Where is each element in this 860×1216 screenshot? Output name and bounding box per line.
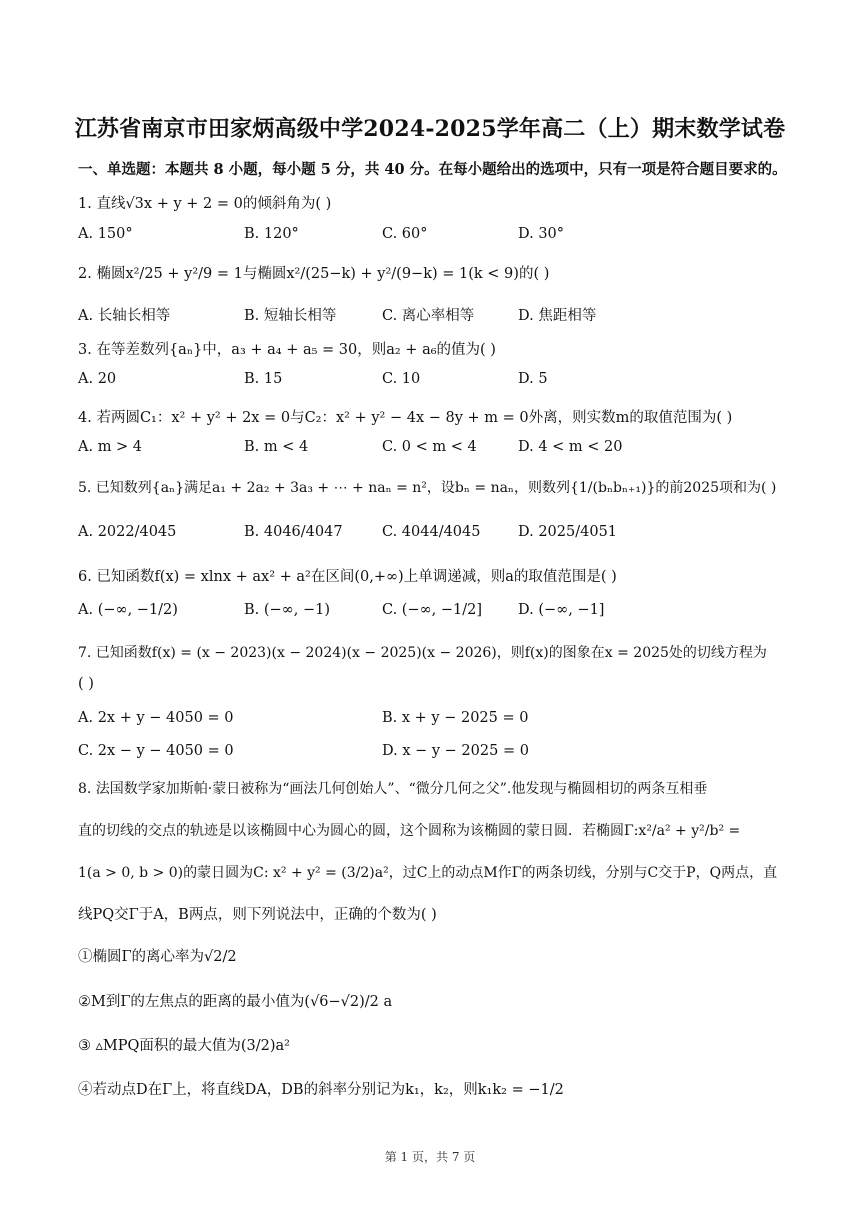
q2-option-a: A. 长轴长相等 bbox=[78, 308, 171, 324]
q3-option-a: A. 20 bbox=[78, 371, 117, 387]
page-title: 江苏省南京市田家炳高级中学2024-2025学年高二（上）期末数学试卷 bbox=[74, 116, 786, 142]
q7-option-a: A. 2x + y − 4050 = 0 bbox=[78, 710, 234, 726]
q5-option-a: A. 2022/4045 bbox=[78, 524, 177, 540]
q6-option-b: B. (−∞, −1) bbox=[244, 602, 331, 618]
q5-option-c: C. 4044/4045 bbox=[382, 524, 481, 540]
q1-option-b: B. 120° bbox=[244, 226, 299, 242]
q8-statement-2: ②M到Γ的左焦点的距离的最小值为(√6−√2)/2 a bbox=[78, 994, 393, 1010]
q4-option-d: D. 4 < m < 20 bbox=[518, 439, 623, 455]
q4-option-a: A. m > 4 bbox=[78, 439, 143, 455]
question-1: 1. 直线√3x + y + 2 = 0的倾斜角为( ) bbox=[78, 196, 332, 212]
q4-option-b: B. m < 4 bbox=[244, 439, 309, 455]
question-8-line-3: 1(a > 0, b > 0)的蒙日圆为C: x² + y² = (3/2)a²，过C上的动点M作Γ的两条切线，分别与C交于P，Q两点，直 bbox=[78, 865, 778, 881]
question-6: 6. 已知函数f(x) = xlnx + ax² + a²在区间(0,+∞)上单调递减，则a的取值范围是( ) bbox=[78, 569, 617, 585]
q6-option-c: C. (−∞, −1/2] bbox=[382, 602, 483, 618]
q8-statement-4: ④若动点D在Γ上，将直线DA，DB的斜率分别记为k₁，k₂，则k₁k₂ = −1/2 bbox=[78, 1082, 564, 1098]
question-8-line-4: 线PQ交Γ于A，B两点，则下列说法中，正确的个数为( ) bbox=[78, 907, 437, 923]
q2-option-c: C. 离心率相等 bbox=[382, 308, 475, 324]
q7-option-c: C. 2x − y − 4050 = 0 bbox=[78, 743, 234, 759]
q3-option-c: C. 10 bbox=[382, 371, 421, 387]
q2-option-d: D. 焦距相等 bbox=[518, 308, 597, 324]
question-7-cont: ( ) bbox=[78, 676, 94, 692]
q2-option-b: B. 短轴长相等 bbox=[244, 308, 337, 324]
question-3: 3. 在等差数列{aₙ}中，a₃ + a₄ + a₅ = 30，则a₂ + a₆的值为( ) bbox=[78, 342, 496, 358]
q5-option-d: D. 2025/4051 bbox=[518, 524, 618, 540]
q1-option-a: A. 150° bbox=[78, 226, 133, 242]
page-footer: 第 1 页，共 7 页 bbox=[384, 1150, 476, 1164]
question-8-line-2: 直的切线的交点的轨迹是以该椭圆中心为圆心的圆，这个圆称为该椭圆的蒙日圆．若椭圆Γ:x²/a² + y²/b² = bbox=[78, 823, 741, 839]
q3-option-d: D. 5 bbox=[518, 371, 548, 387]
q4-option-c: C. 0 < m < 4 bbox=[382, 439, 477, 455]
q1-option-d: D. 30° bbox=[518, 226, 565, 242]
q1-option-c: C. 60° bbox=[382, 226, 428, 242]
question-4: 4. 若两圆C₁：x² + y² + 2x = 0与C₂：x² + y² − 4x − 8y + m = 0外离，则实数m的取值范围为( ) bbox=[78, 410, 733, 426]
q6-option-d: D. (−∞, −1] bbox=[518, 602, 605, 618]
question-8-line-1: 8. 法国数学家加斯帕·蒙日被称为“画法几何创始人”、“微分几何之父”.他发现与椭圆相切的两条互相垂 bbox=[78, 781, 708, 797]
question-7: 7. 已知函数f(x) = (x − 2023)(x − 2024)(x − 2025)(x − 2026)，则f(x)的图象在x = 2025处的切线方程为 bbox=[78, 645, 767, 661]
q5-option-b: B. 4046/4047 bbox=[244, 524, 343, 540]
q3-option-b: B. 15 bbox=[244, 371, 283, 387]
q6-option-a: A. (−∞, −1/2) bbox=[78, 602, 178, 618]
q8-statement-3: ③ ▵MPQ面积的最大值为(3/2)a² bbox=[78, 1038, 290, 1054]
question-5: 5. 已知数列{aₙ}满足a₁ + 2a₂ + 3a₃ + ⋯ + naₙ = n²，设bₙ = naₙ，则数列{1/(bₙbₙ₊₁)}的前2025项和为( ) bbox=[78, 480, 777, 496]
section-heading: 一、单选题：本题共 8 小题，每小题 5 分，共 40 分。在每小题给出的选项中，只有一项是符合题目要求的。 bbox=[78, 161, 787, 178]
q8-statement-1: ①椭圆Γ的离心率为√2/2 bbox=[78, 949, 237, 965]
q7-option-b: B. x + y − 2025 = 0 bbox=[382, 710, 529, 726]
q7-option-d: D. x − y − 2025 = 0 bbox=[382, 743, 529, 759]
question-2: 2. 椭圆x²/25 + y²/9 = 1与椭圆x²/(25−k) + y²/(9−k) = 1(k < 9)的( ) bbox=[78, 266, 550, 282]
